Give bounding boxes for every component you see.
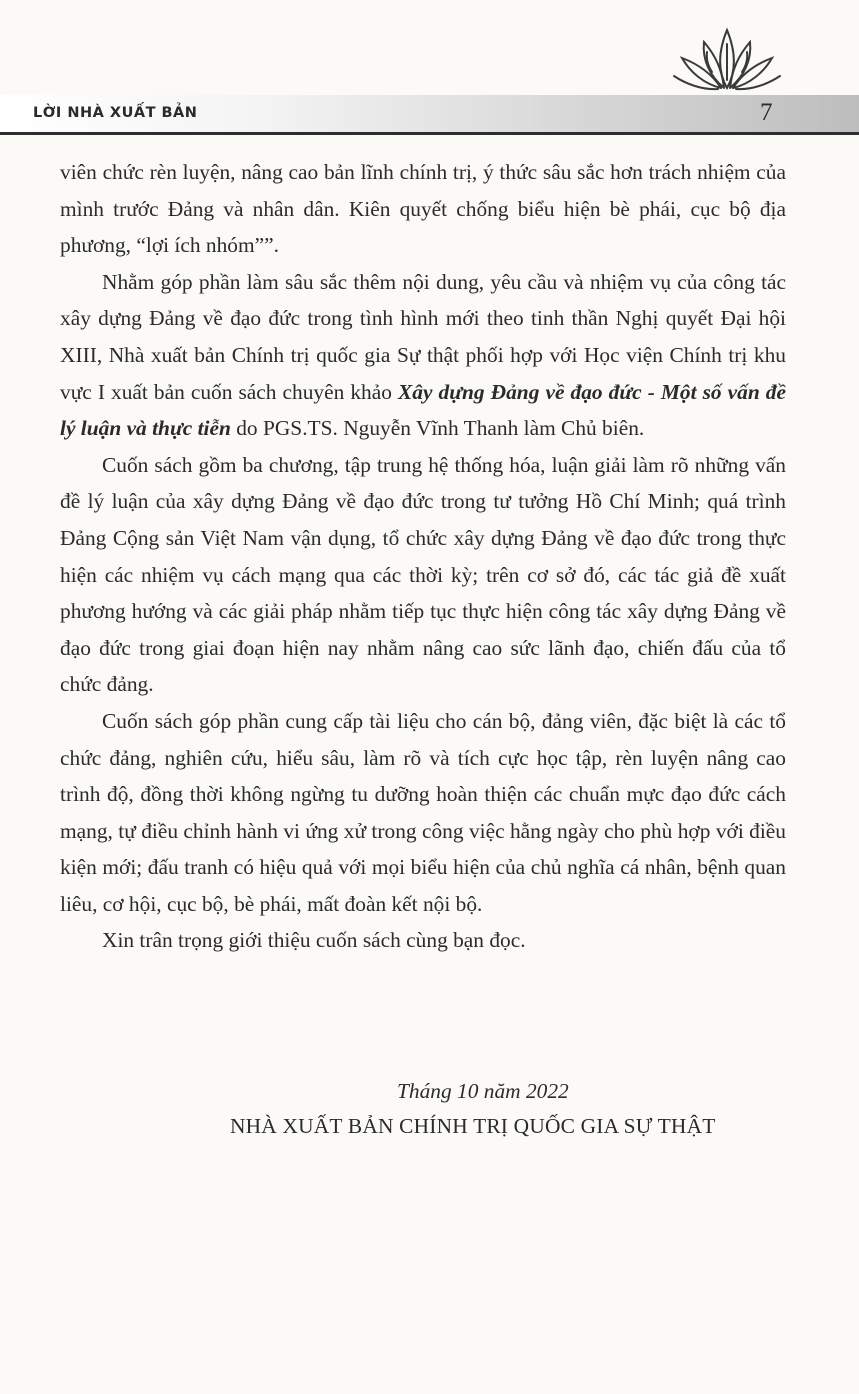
lotus-ornament-icon	[672, 22, 782, 92]
page-number: 7	[760, 99, 773, 126]
signature-publisher: NHÀ XUẤT BẢN CHÍNH TRỊ QUỐC GIA SỰ THẬT	[230, 1114, 716, 1138]
book-title: Xây dựng Đảng về đạo đức - Một số vấn đề lý luận và thực tiễn	[60, 379, 786, 441]
section-title: LỜI NHÀ XUẤT BẢN	[33, 105, 198, 121]
paragraph-1: viên chức rèn luyện, nâng cao bản lĩnh chính trị, ý thức sâu sắc hơn trách nhiệm của mình trước Đảng và nhân dân. Kiên quyết chống biểu hiện bè phái, cục bộ địa phương, “lợi ích nhóm””.	[60, 160, 786, 258]
paragraph-2-tail: do PGS.TS. Nguyễn Vĩnh Thanh làm Chủ biên.	[230, 416, 645, 441]
paragraph-2	[60, 264, 786, 447]
paragraph-4: Cuốn sách góp phần cung cấp tài liệu cho cán bộ, đảng viên, đặc biệt là các tổ chức đảng, nghiên cứu, hiểu sâu, làm rõ và tích cực học tập, rèn luyện nâng cao trình độ, đồng thời không ngừng tu dưỡng hoàn thiện các chuẩn mực đạo đức cách mạng, tự điều chỉnh hành vi ứng xử trong công việc hằng ngày cho phù hợp với điều kiện mới; đấu tranh có hiệu quả với mọi biểu hiện của chủ nghĩa cá nhân, bệnh quan liêu, cơ hội, cục bộ, bè phái, mất đoàn kết nội bộ.	[60, 708, 786, 916]
body-text	[60, 154, 786, 959]
paragraph-2-lead: Nhằm góp phần làm sâu sắc thêm nội dung, yêu cầu và nhiệm vụ của công tác xây dựng Đảng về đạo đức trong tình hình mới theo tinh thần Nghị quyết Đại hội XIII, Nhà xuất bản Chính trị quốc gia Sự thật phối hợp với Học viện Chính trị khu vực I xuất bản cuốn sách chuyên khảo	[60, 269, 786, 404]
paragraph-3: Cuốn sách gồm ba chương, tập trung hệ thống hóa, luận giải làm rõ những vấn đề lý luận của xây dựng Đảng về đạo đức trong tư tưởng Hồ Chí Minh; quá trình Đảng Cộng sản Việt Nam vận dụng, tổ chức xây dựng Đảng về đạo đức trong thực hiện các nhiệm vụ cách mạng qua các thời kỳ; trên cơ sở đó, các tác giả đề xuất phương hướng và các giải pháp nhằm tiếp tục thực hiện công tác xây dựng Đảng về đạo đức trong giai đoạn hiện nay nhằm nâng cao sức lãnh đạo, chiến đấu của tổ chức đảng.	[60, 452, 786, 697]
header-divider	[0, 132, 859, 135]
signature-date: Tháng 10 năm 2022	[397, 1079, 569, 1103]
paragraph-5: Xin trân trọng giới thiệu cuốn sách cùng bạn đọc.	[102, 928, 526, 953]
